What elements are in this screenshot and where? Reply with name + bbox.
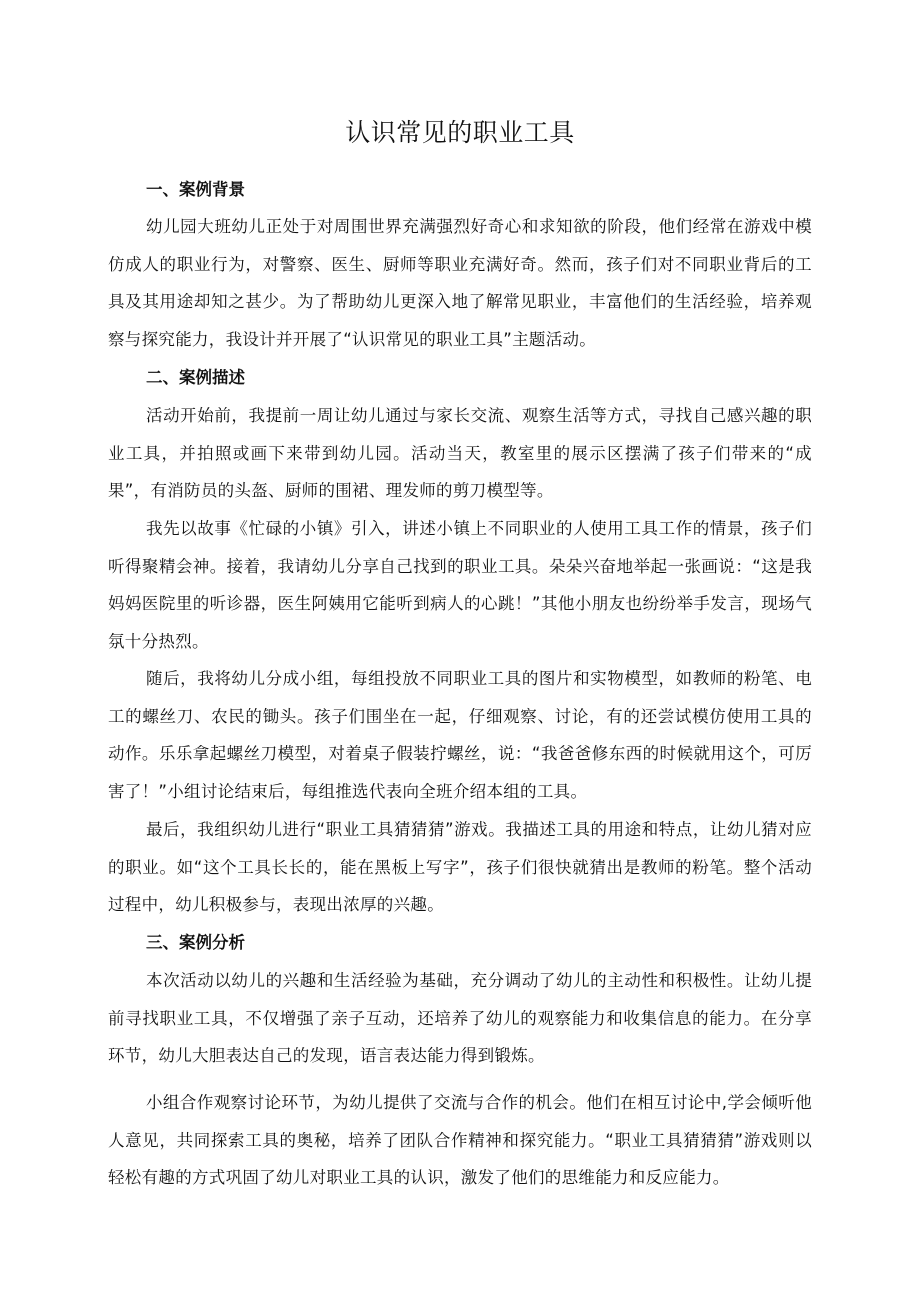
section-heading-description: 二、案例描述 bbox=[146, 368, 245, 387]
section-heading-background: 一、案例背景 bbox=[146, 180, 245, 199]
paragraph-description-3: 随后，我将幼儿分成小组，每组投放不同职业工具的图片和实物模型，如教师的粉笔、电工的螺丝刀、农民的锄头。孩子们围坐在一起，仔细观察、讨论，有的还尝试模仿使用工具的动作。乐乐拿起螺丝刀模型，对着桌子假装拧螺丝，说：“我爸爸修东西的时候就用这个，可厉害了！”小组讨论结束后，每组推选代表向全班介绍本组的工具。 bbox=[108, 669, 812, 801]
paragraph-analysis-2: 小组合作观察讨论环节，为幼儿提供了交流与合作的机会。他们在相互讨论中,学会倾听他人意见，共同探索工具的奥秘，培养了团队合作精神和探究能力。“职业工具猜猜猜”游戏则以轻松有趣的方式巩固了幼儿对职业工具的认识，激发了他们的思维能力和反应能力。 bbox=[108, 1093, 812, 1187]
paragraph-analysis-1: 本次活动以幼儿的兴趣和生活经验为基础，充分调动了幼儿的主动性和积极性。让幼儿提前寻找职业工具，不仅增强了亲子互动，还培养了幼儿的观察能力和收集信息的能力。在分享环节，幼儿大胆表达自己的发现，语言表达能力得到锻炼。 bbox=[108, 971, 812, 1065]
paragraph-description-1: 活动开始前，我提前一周让幼儿通过与家长交流、观察生活等方式，寻找自己感兴趣的职业工具，并拍照或画下来带到幼儿园。活动当天，教室里的展示区摆满了孩子们带来的“成果”，有消防员的头盔、厨师的围裙、理发师的剪刀模型等。 bbox=[108, 406, 812, 500]
paragraph-background: 幼儿园大班幼儿正处于对周围世界充满强烈好奇心和求知欲的阶段，他们经常在游戏中模仿成人的职业行为，对警察、医生、厨师等职业充满好奇。然而，孩子们对不同职业背后的工具及其用途却知之甚少。为了帮助幼儿更深入地了解常见职业，丰富他们的生活经验，培养观察与探究能力，我设计并开展了“认识常见的职业工具”主题活动。 bbox=[108, 217, 812, 349]
document-title: 认识常见的职业工具 bbox=[345, 118, 575, 147]
paragraph-description-2: 我先以故事《忙碌的小镇》引入，讲述小镇上不同职业的人使用工具工作的情景，孩子们听得聚精会神。接着，我请幼儿分享自己找到的职业工具。朵朵兴奋地举起一张画说：“这是我妈妈医院里的听诊器，医生阿姨用它能听到病人的心跳！”其他小朋友也纷纷举手发言，现场气氛十分热烈。 bbox=[108, 519, 812, 651]
section-heading-analysis: 三、案例分析 bbox=[146, 933, 245, 952]
paragraph-description-4: 最后，我组织幼儿进行“职业工具猜猜猜”游戏。我描述工具的用途和特点，让幼儿猜对应的职业。如“这个工具长长的，能在黑板上写字”，孩子们很快就猜出是教师的粉笔。整个活动过程中，幼儿积极参与，表现出浓厚的兴趣。 bbox=[108, 820, 812, 914]
